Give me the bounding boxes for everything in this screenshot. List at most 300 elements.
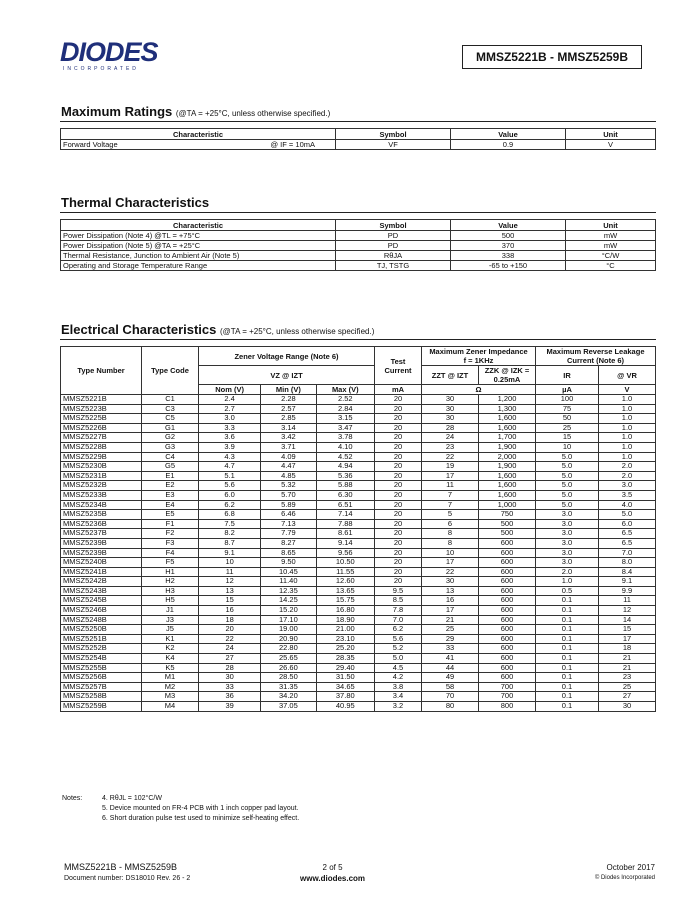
cell-zzt: 33 xyxy=(422,644,479,654)
hdr-vz: VZ @ IZT xyxy=(199,366,375,385)
cell-zzk: 1,700 xyxy=(479,433,536,443)
cell-type-code: J1 xyxy=(142,606,199,616)
table-row xyxy=(61,702,656,712)
table-row xyxy=(61,510,656,520)
cell-type-code: K5 xyxy=(142,663,199,673)
col-header: Unit xyxy=(566,129,656,140)
cell-zzk: 2,000 xyxy=(479,452,536,462)
cell-value: 370 xyxy=(451,241,566,251)
cell-type-code: K1 xyxy=(142,634,199,644)
cell-value: 500 xyxy=(451,231,566,241)
cell-izt: 20 xyxy=(375,538,422,548)
max-ratings-table xyxy=(60,128,656,150)
cell-vr: 8.4 xyxy=(599,567,656,577)
note-6: 6. Short duration pulse test used to minimize self-heating effect. xyxy=(102,815,300,822)
cell-vz-min: 11.40 xyxy=(261,577,316,587)
cell-vz-max: 13.65 xyxy=(316,586,374,596)
cell-zzt: 17 xyxy=(422,558,479,568)
cell-ir: 25 xyxy=(536,423,599,433)
cell-vz-nom: 12 xyxy=(199,577,261,587)
cell-vz-min: 37.05 xyxy=(261,702,316,712)
cell-ir: 3.0 xyxy=(536,529,599,539)
cell-zzk: 800 xyxy=(479,702,536,712)
cell-vz-nom: 4.3 xyxy=(199,452,261,462)
cell-vz-max: 6.51 xyxy=(316,500,374,510)
cell-zzk: 1,900 xyxy=(479,442,536,452)
note-5: 5. Device mounted on FR-4 PCB with 1 inch copper pad layout. xyxy=(102,805,299,812)
cell-zzt: 25 xyxy=(422,625,479,635)
cell-vz-min: 2.57 xyxy=(261,404,316,414)
cell-vz-min: 8.65 xyxy=(261,548,316,558)
cell-izt: 3.8 xyxy=(375,682,422,692)
cell-vz-min: 22.80 xyxy=(261,644,316,654)
cell-type-code: H5 xyxy=(142,596,199,606)
notes xyxy=(62,794,300,822)
cell-vz-max: 5.36 xyxy=(316,471,374,481)
cell-izt: 5.6 xyxy=(375,634,422,644)
cell-ir: 10 xyxy=(536,442,599,452)
cell-characteristic: Power Dissipation (Note 5) @TA = +25°C xyxy=(61,241,336,251)
cell-symbol: RθJA xyxy=(336,251,451,261)
section-rule xyxy=(60,212,656,213)
cell-symbol: TJ, TSTG xyxy=(336,261,451,271)
cell-zzk: 750 xyxy=(479,510,536,520)
cell-characteristic: Thermal Resistance, Junction to Ambient Air (Note 5) xyxy=(61,251,336,261)
cell-vz-max: 23.10 xyxy=(316,634,374,644)
cell-characteristic xyxy=(61,140,336,150)
cell-izt: 20 xyxy=(375,481,422,491)
cell-vz-nom: 27 xyxy=(199,654,261,664)
cell-vr: 6.5 xyxy=(599,529,656,539)
cell-type-number: MMSZ5252B xyxy=(61,644,142,654)
cell-vr: 1.0 xyxy=(599,442,656,452)
cell-izt: 20 xyxy=(375,519,422,529)
condition-text: @ IF = 10mA xyxy=(270,140,315,149)
cell-izt: 20 xyxy=(375,567,422,577)
cell-vz-nom: 22 xyxy=(199,634,261,644)
cell-izt: 20 xyxy=(375,558,422,568)
cell-zzk: 500 xyxy=(479,529,536,539)
unit-v: V xyxy=(599,385,656,395)
cell-zzk: 1,600 xyxy=(479,481,536,491)
cell-izt: 20 xyxy=(375,414,422,424)
cell-vz-min: 26.60 xyxy=(261,663,316,673)
cell-zzt: 80 xyxy=(422,702,479,712)
cell-vr: 12 xyxy=(599,606,656,616)
cell-zzt: 10 xyxy=(422,548,479,558)
cell-vr: 2.0 xyxy=(599,471,656,481)
cell-vz-nom: 6.8 xyxy=(199,510,261,520)
table-row xyxy=(61,673,656,683)
cell-vr: 27 xyxy=(599,692,656,702)
cell-ir: 3.0 xyxy=(536,548,599,558)
col-header: Value xyxy=(451,220,566,231)
cell-type-number: MMSZ5255B xyxy=(61,663,142,673)
cell-izt: 20 xyxy=(375,548,422,558)
cell-zzt: 17 xyxy=(422,471,479,481)
cell-type-code: F5 xyxy=(142,558,199,568)
hdr-zener-range: Zener Voltage Range (Note 6) xyxy=(199,347,375,366)
cell-type-number: MMSZ5242B xyxy=(61,577,142,587)
cell-zzt: 41 xyxy=(422,654,479,664)
cell-zzk: 600 xyxy=(479,644,536,654)
cell-zzk: 1,200 xyxy=(479,395,536,405)
notes-label: Notes: xyxy=(62,795,83,802)
cell-type-code: M4 xyxy=(142,702,199,712)
cell-zzt: 17 xyxy=(422,606,479,616)
cell-unit: °C xyxy=(566,261,656,271)
table-row xyxy=(61,490,656,500)
cell-vz-nom: 13 xyxy=(199,586,261,596)
cell-type-number: MMSZ5239B xyxy=(61,548,142,558)
cell-ir: 0.1 xyxy=(536,654,599,664)
cell-vr: 7.0 xyxy=(599,548,656,558)
cell-type-code: F1 xyxy=(142,519,199,529)
section-rule xyxy=(60,339,656,340)
unit-ma: mA xyxy=(375,385,422,395)
cell-izt: 20 xyxy=(375,423,422,433)
cell-vr: 15 xyxy=(599,625,656,635)
cell-zzk: 600 xyxy=(479,606,536,616)
cell-unit: mW xyxy=(566,241,656,251)
cell-vz-min: 19.00 xyxy=(261,625,316,635)
cell-vz-min: 2.28 xyxy=(261,395,316,405)
cell-zzk: 500 xyxy=(479,519,536,529)
cell-zzk: 600 xyxy=(479,654,536,664)
cell-vz-min: 4.85 xyxy=(261,471,316,481)
cell-vz-nom: 2.4 xyxy=(199,395,261,405)
cell-type-number: MMSZ5243B xyxy=(61,586,142,596)
cell-ir: 0.1 xyxy=(536,702,599,712)
cell-vz-nom: 3.9 xyxy=(199,442,261,452)
cell-vr: 1.0 xyxy=(599,423,656,433)
cell-type-number: MMSZ5251B xyxy=(61,634,142,644)
cell-zzk: 600 xyxy=(479,673,536,683)
cell-vz-min: 7.79 xyxy=(261,529,316,539)
cell-type-code: K2 xyxy=(142,644,199,654)
cell-zzk: 600 xyxy=(479,567,536,577)
cell-zzk: 600 xyxy=(479,577,536,587)
cell-type-number: MMSZ5237B xyxy=(61,529,142,539)
cell-zzk: 700 xyxy=(479,682,536,692)
cell-zzt: 30 xyxy=(422,577,479,587)
cell-vz-min: 5.89 xyxy=(261,500,316,510)
table-row xyxy=(61,442,656,452)
unit-min: Min (V) xyxy=(261,385,316,395)
cell-vr: 25 xyxy=(599,682,656,692)
footer-docnum: Document number: DS18010 Rev. 26 - 2 xyxy=(64,875,191,882)
cell-vz-nom: 11 xyxy=(199,567,261,577)
cell-vz-min: 4.09 xyxy=(261,452,316,462)
cell-vz-nom: 18 xyxy=(199,615,261,625)
cell-vz-min: 20.90 xyxy=(261,634,316,644)
section-rule xyxy=(60,121,656,122)
cell-vz-min: 31.35 xyxy=(261,682,316,692)
cell-vz-max: 2.52 xyxy=(316,395,374,405)
cell-vr: 5.0 xyxy=(599,510,656,520)
cell-ir: 0.1 xyxy=(536,625,599,635)
cell-vz-nom: 36 xyxy=(199,692,261,702)
footer-mid xyxy=(300,862,365,884)
cell-vr: 6.5 xyxy=(599,538,656,548)
cell-ir: 5.0 xyxy=(536,481,599,491)
cell-zzt: 5 xyxy=(422,510,479,520)
cell-vz-max: 8.61 xyxy=(316,529,374,539)
cell-type-code: H3 xyxy=(142,586,199,596)
footer-page: 2 of 5 xyxy=(322,863,343,872)
cell-ir: 5.0 xyxy=(536,452,599,462)
cell-vz-nom: 39 xyxy=(199,702,261,712)
cell-type-code: G2 xyxy=(142,433,199,443)
cell-vr: 21 xyxy=(599,654,656,664)
cell-zzt: 7 xyxy=(422,490,479,500)
cell-zzk: 600 xyxy=(479,586,536,596)
table-row xyxy=(61,577,656,587)
cell-vz-nom: 3.6 xyxy=(199,433,261,443)
cell-vz-nom: 4.7 xyxy=(199,462,261,472)
electrical-condition: (@TA = +25°C, unless otherwise specified.) xyxy=(220,327,375,336)
cell-zzt: 30 xyxy=(422,404,479,414)
cell-vr: 3.5 xyxy=(599,490,656,500)
cell-zzt: 30 xyxy=(422,395,479,405)
cell-vz-nom: 2.7 xyxy=(199,404,261,414)
cell-symbol: PD xyxy=(336,241,451,251)
cell-vz-nom: 5.6 xyxy=(199,481,261,491)
cell-zzk: 600 xyxy=(479,538,536,548)
hdr-zzt: ZZT @ IZT xyxy=(422,366,479,385)
cell-izt: 20 xyxy=(375,452,422,462)
cell-vz-nom: 16 xyxy=(199,606,261,616)
cell-zzt: 70 xyxy=(422,692,479,702)
cell-zzk: 1,000 xyxy=(479,500,536,510)
cell-izt: 7.8 xyxy=(375,606,422,616)
cell-type-code: E3 xyxy=(142,490,199,500)
cell-vr: 9.9 xyxy=(599,586,656,596)
cell-vz-max: 4.52 xyxy=(316,452,374,462)
cell-vr: 18 xyxy=(599,644,656,654)
cell-izt: 4.5 xyxy=(375,663,422,673)
cell-type-number: MMSZ5231B xyxy=(61,471,142,481)
cell-vr: 21 xyxy=(599,663,656,673)
cell-vz-min: 25.65 xyxy=(261,654,316,664)
cell-ir: 0.1 xyxy=(536,682,599,692)
cell-type-number: MMSZ5250B xyxy=(61,625,142,635)
max-ratings-heading: Maximum Ratings xyxy=(61,104,173,119)
cell-unit: V xyxy=(566,140,656,150)
cell-type-code: J5 xyxy=(142,625,199,635)
cell-type-number: MMSZ5229B xyxy=(61,452,142,462)
cell-zzt: 28 xyxy=(422,423,479,433)
electrical-heading: Electrical Characteristics xyxy=(61,322,217,337)
cell-type-code: F4 xyxy=(142,548,199,558)
cell-vz-nom: 8.7 xyxy=(199,538,261,548)
cell-zzk: 1,600 xyxy=(479,414,536,424)
cell-type-code: H2 xyxy=(142,577,199,587)
hdr-type-code: Type Code xyxy=(142,347,199,395)
cell-vz-nom: 15 xyxy=(199,596,261,606)
part-number-box: MMSZ5221B - MMSZ5259B xyxy=(462,45,642,69)
cell-symbol: PD xyxy=(336,231,451,241)
cell-type-code: G5 xyxy=(142,462,199,472)
cell-ir: 5.0 xyxy=(536,490,599,500)
characteristic-text: Forward Voltage xyxy=(63,140,118,149)
cell-izt: 7.0 xyxy=(375,615,422,625)
cell-vz-min: 3.71 xyxy=(261,442,316,452)
cell-ir: 3.0 xyxy=(536,519,599,529)
cell-type-number: MMSZ5257B xyxy=(61,682,142,692)
col-header: Characteristic xyxy=(61,129,336,140)
cell-izt: 20 xyxy=(375,529,422,539)
cell-type-number: MMSZ5221B xyxy=(61,395,142,405)
cell-zzt: 30 xyxy=(422,414,479,424)
cell-vz-max: 28.35 xyxy=(316,654,374,664)
cell-type-number: MMSZ5240B xyxy=(61,558,142,568)
cell-type-number: MMSZ5223B xyxy=(61,404,142,414)
cell-type-code: M3 xyxy=(142,692,199,702)
cell-izt: 3.2 xyxy=(375,702,422,712)
cell-vz-max: 3.78 xyxy=(316,433,374,443)
cell-type-number: MMSZ5234B xyxy=(61,500,142,510)
cell-zzk: 600 xyxy=(479,634,536,644)
cell-zzt: 13 xyxy=(422,586,479,596)
cell-zzk: 600 xyxy=(479,663,536,673)
cell-type-code: K4 xyxy=(142,654,199,664)
cell-vr: 4.0 xyxy=(599,500,656,510)
impedance-label: Maximum Zener Impedance xyxy=(429,347,528,356)
cell-ir: 50 xyxy=(536,414,599,424)
company-logo xyxy=(60,38,180,78)
thermal-title: Thermal Characteristics xyxy=(61,195,210,210)
cell-zzt: 22 xyxy=(422,567,479,577)
cell-izt: 8.5 xyxy=(375,596,422,606)
cell-vr: 8.0 xyxy=(599,558,656,568)
thermal-table xyxy=(60,219,656,271)
cell-vz-nom: 3.0 xyxy=(199,414,261,424)
table-row xyxy=(61,654,656,664)
cell-vz-max: 37.80 xyxy=(316,692,374,702)
cell-ir: 100 xyxy=(536,395,599,405)
table-row xyxy=(61,606,656,616)
cell-type-code: C1 xyxy=(142,395,199,405)
col-header: Value xyxy=(451,129,566,140)
cell-type-number: MMSZ5230B xyxy=(61,462,142,472)
cell-ir: 5.0 xyxy=(536,471,599,481)
cell-zzk: 1,600 xyxy=(479,471,536,481)
cell-vz-max: 21.00 xyxy=(316,625,374,635)
table-row xyxy=(61,538,656,548)
footer-date: October 2017 xyxy=(606,863,655,872)
table-row xyxy=(61,414,656,424)
footer-part: MMSZ5221B - MMSZ5259B xyxy=(64,862,178,872)
col-header: Characteristic xyxy=(61,220,336,231)
cell-vr: 1.0 xyxy=(599,433,656,443)
table-row xyxy=(61,251,656,261)
hdr-impedance xyxy=(422,347,536,366)
cell-type-number: MMSZ5236B xyxy=(61,519,142,529)
cell-ir: 2.0 xyxy=(536,567,599,577)
cell-ir: 15 xyxy=(536,433,599,443)
cell-zzt: 29 xyxy=(422,634,479,644)
cell-ir: 0.1 xyxy=(536,644,599,654)
cell-zzt: 21 xyxy=(422,615,479,625)
cell-type-number: MMSZ5228B xyxy=(61,442,142,452)
electrical-title xyxy=(61,322,374,337)
cell-ir: 0.1 xyxy=(536,634,599,644)
cell-zzt: 6 xyxy=(422,519,479,529)
cell-vr: 1.0 xyxy=(599,395,656,405)
cell-type-number: MMSZ5256B xyxy=(61,673,142,683)
logo-wordmark: DIODES xyxy=(60,37,158,67)
cell-type-code: C4 xyxy=(142,452,199,462)
cell-vz-max: 29.40 xyxy=(316,663,374,673)
cell-vz-max: 9.14 xyxy=(316,538,374,548)
cell-vz-max: 34.65 xyxy=(316,682,374,692)
table-row xyxy=(61,625,656,635)
cell-vr: 11 xyxy=(599,596,656,606)
cell-type-code: M1 xyxy=(142,673,199,683)
cell-type-number: MMSZ5246B xyxy=(61,606,142,616)
cell-type-code: F3 xyxy=(142,538,199,548)
cell-ir: 5.0 xyxy=(536,462,599,472)
max-ratings-title xyxy=(61,104,330,119)
cell-vz-max: 9.56 xyxy=(316,548,374,558)
cell-zzt: 11 xyxy=(422,481,479,491)
cell-vz-max: 5.88 xyxy=(316,481,374,491)
max-ratings-condition: (@TA = +25°C, unless otherwise specified.) xyxy=(175,109,331,118)
cell-type-code: E4 xyxy=(142,500,199,510)
cell-vz-nom: 3.3 xyxy=(199,423,261,433)
cell-ir: 3.0 xyxy=(536,510,599,520)
electrical-table xyxy=(60,346,656,712)
hdr-test-current: Test Current xyxy=(375,347,422,385)
cell-vz-min: 14.25 xyxy=(261,596,316,606)
cell-type-code: E5 xyxy=(142,510,199,520)
cell-ir: 1.0 xyxy=(536,577,599,587)
cell-vr: 1.0 xyxy=(599,404,656,414)
unit-nom: Nom (V) xyxy=(199,385,261,395)
cell-vr: 14 xyxy=(599,615,656,625)
cell-ir: 0.1 xyxy=(536,663,599,673)
cell-vz-nom: 20 xyxy=(199,625,261,635)
hdr-vr: @ VR xyxy=(599,366,656,385)
cell-zzt: 8 xyxy=(422,529,479,539)
cell-vr: 23 xyxy=(599,673,656,683)
cell-vz-min: 15.20 xyxy=(261,606,316,616)
cell-vz-max: 40.95 xyxy=(316,702,374,712)
cell-vz-max: 31.50 xyxy=(316,673,374,683)
cell-zzk: 600 xyxy=(479,615,536,625)
cell-izt: 20 xyxy=(375,510,422,520)
cell-ir: 0.1 xyxy=(536,673,599,683)
cell-vz-max: 10.50 xyxy=(316,558,374,568)
cell-zzt: 8 xyxy=(422,538,479,548)
cell-izt: 20 xyxy=(375,433,422,443)
footer-url[interactable]: www.diodes.com xyxy=(300,874,366,883)
cell-vz-nom: 30 xyxy=(199,673,261,683)
cell-izt: 20 xyxy=(375,442,422,452)
cell-type-number: MMSZ5225B xyxy=(61,414,142,424)
cell-vz-nom: 5.1 xyxy=(199,471,261,481)
cell-zzk: 600 xyxy=(479,558,536,568)
cell-vz-min: 9.50 xyxy=(261,558,316,568)
cell-vz-min: 10.45 xyxy=(261,567,316,577)
col-header: Symbol xyxy=(336,220,451,231)
col-header: Unit xyxy=(566,220,656,231)
cell-zzk: 1,900 xyxy=(479,462,536,472)
cell-vz-min: 8.27 xyxy=(261,538,316,548)
cell-vz-max: 7.14 xyxy=(316,510,374,520)
cell-vr: 1.0 xyxy=(599,414,656,424)
